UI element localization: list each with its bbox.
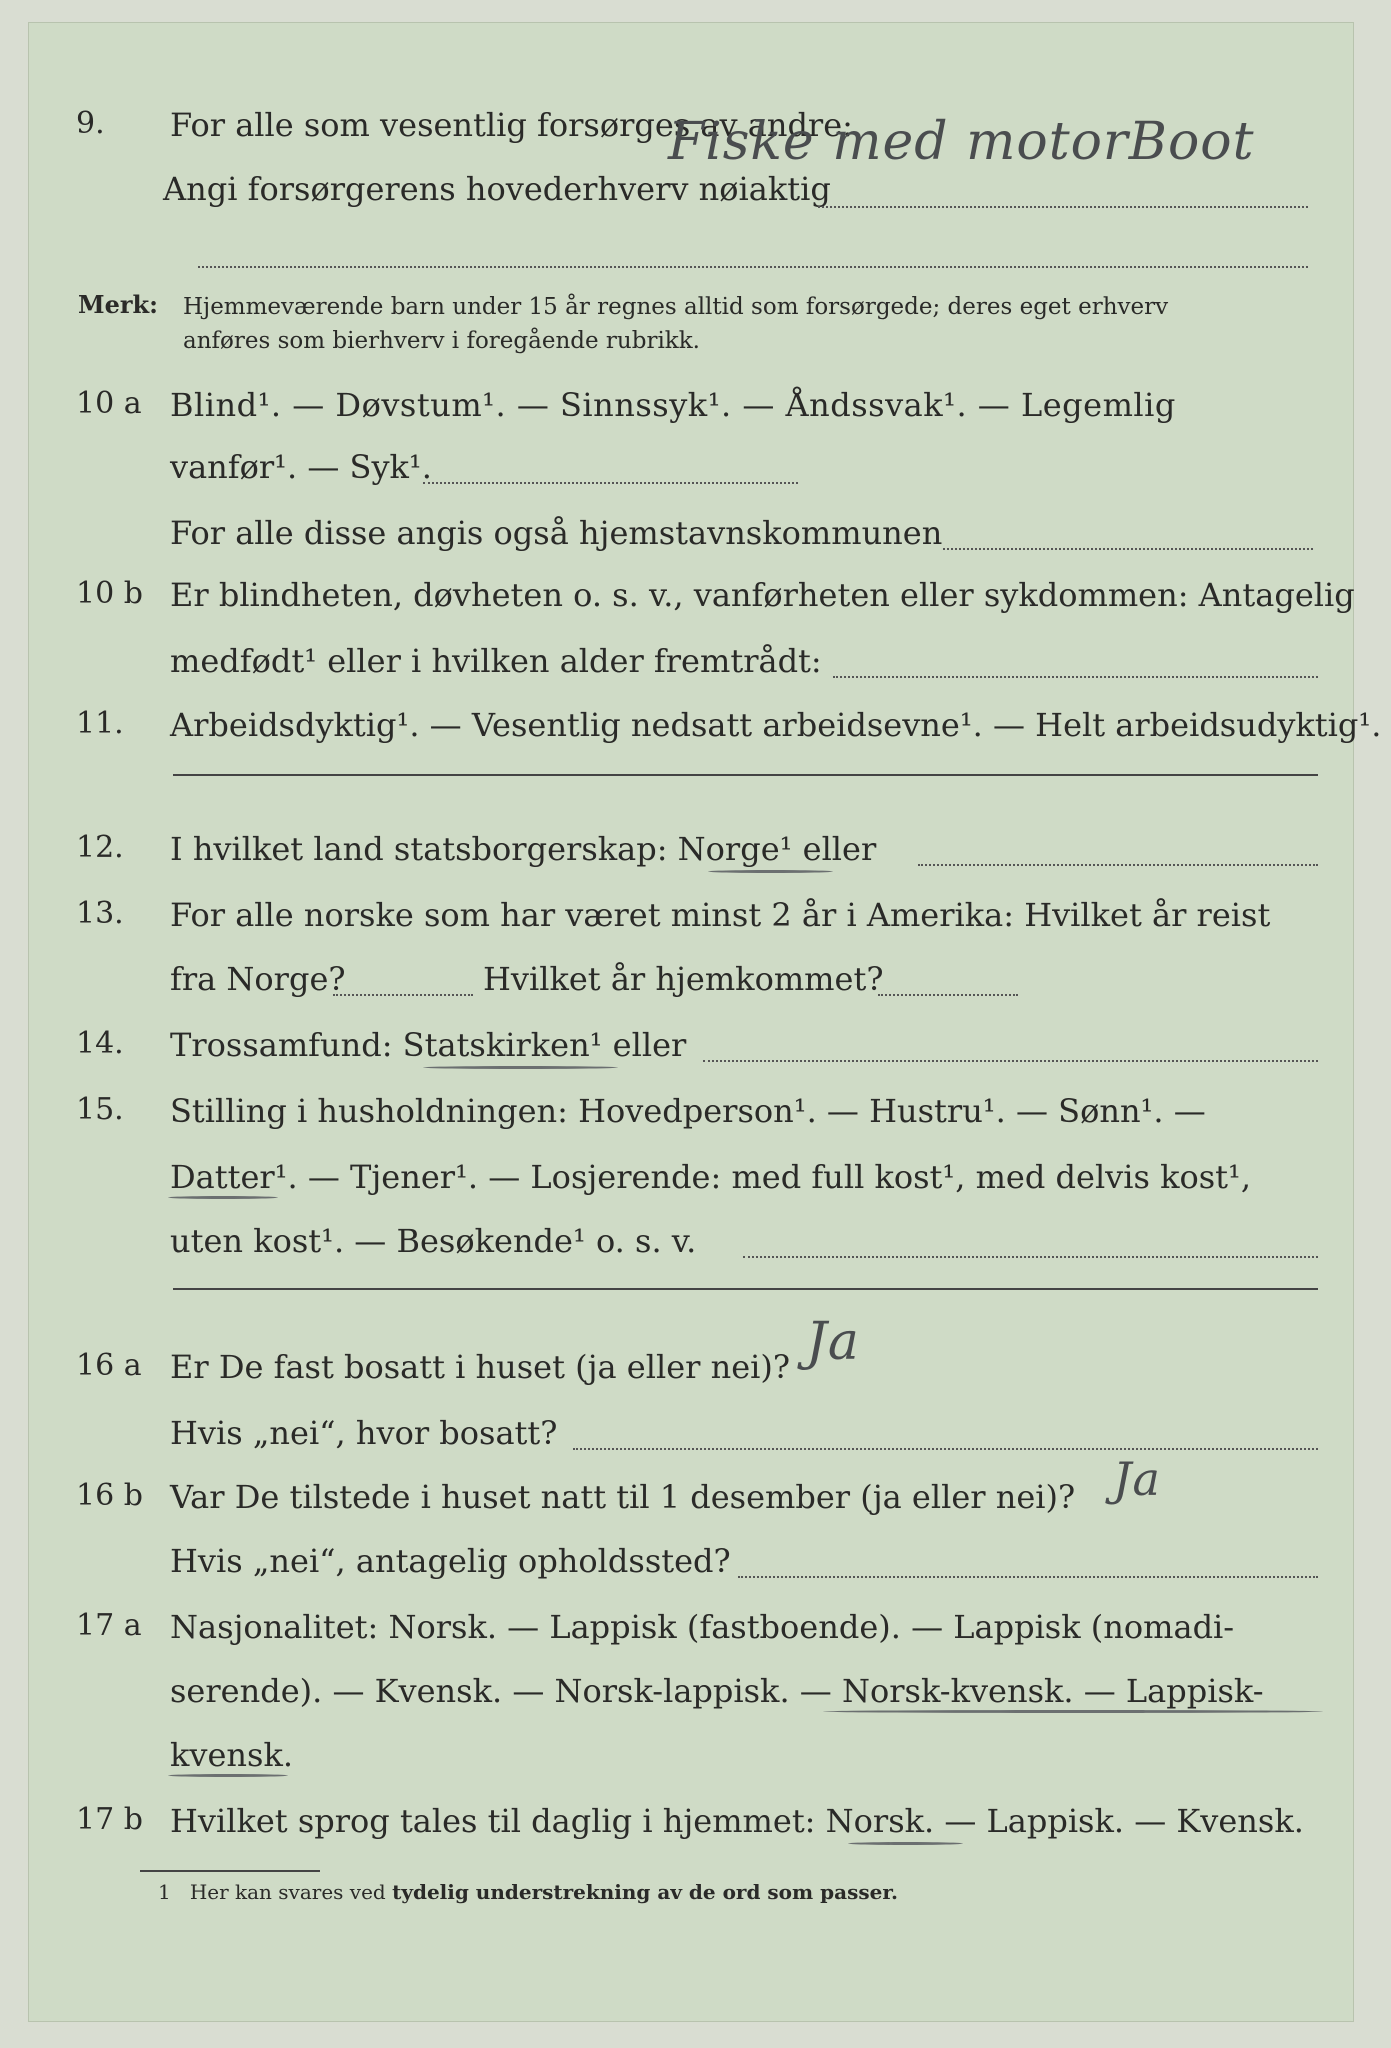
- handwritten-underline-norsk: [848, 1842, 963, 1845]
- answer-line[interactable]: [918, 864, 1318, 866]
- answer-line[interactable]: [833, 676, 1318, 678]
- handwritten-underline-kvensk: [168, 1774, 288, 1777]
- question-number: 17 b: [76, 1802, 143, 1837]
- answer-line[interactable]: [333, 994, 473, 996]
- question-number: 10 a: [76, 386, 142, 421]
- answer-line[interactable]: [818, 206, 1308, 208]
- question-10b-row-2: [28, 634, 1354, 686]
- question-15-row-2: [28, 1150, 1354, 1202]
- question-text: Stilling i husholdningen: Hovedperson¹. — Hustru¹. — Sønn¹. —: [170, 1092, 1206, 1130]
- question-number: 15.: [76, 1092, 124, 1127]
- answer-line[interactable]: [703, 1060, 1318, 1062]
- footnote-text-bold: tydelig understrekning av de ord som passer.: [392, 1880, 898, 1904]
- answer-line[interactable]: [423, 482, 798, 484]
- question-11-row: [28, 698, 1382, 750]
- question-text: vanfør¹. — Syk¹.: [170, 448, 432, 486]
- handwritten-underline-datter: [168, 1196, 278, 1199]
- question-text: Blind¹. — Døvstum¹. — Sinnssyk¹. — Åndssvak¹. — Legemlig: [170, 386, 1176, 424]
- answer-line[interactable]: [573, 1448, 1318, 1450]
- footnote: [158, 1880, 898, 1904]
- handwritten-answer-ja: Ja: [1113, 1452, 1161, 1506]
- question-text: I hvilket land statsborgerskap: Norge¹ eller: [170, 830, 877, 868]
- question-17a-row-2: [28, 1664, 1354, 1716]
- answer-line[interactable]: [743, 1256, 1318, 1258]
- footnote-mark: 1: [158, 1880, 171, 1904]
- question-text: Nasjonalitet: Norsk. — Lappisk (fastboende). — Lappisk (nomadi-: [170, 1608, 1235, 1646]
- question-17a-row: [28, 1600, 1354, 1652]
- question-text: Hvilket år hjemkommet?: [483, 960, 884, 998]
- question-13-row: [28, 888, 1354, 940]
- question-text: kvensk.: [170, 1736, 293, 1774]
- question-text: fra Norge?: [170, 960, 346, 998]
- question-number: 16 b: [76, 1478, 143, 1513]
- question-16a-row-2: [28, 1406, 1354, 1458]
- question-number: 9.: [76, 106, 105, 141]
- question-number: 14.: [76, 1026, 124, 1061]
- question-text: Er blindheten, døvheten o. s. v., vanførheten eller sykdommen: Antagelig: [170, 576, 1355, 614]
- question-number: 16 a: [76, 1348, 142, 1383]
- note-text: [183, 290, 1168, 358]
- question-text: Datter¹. — Tjener¹. — Losjerende: med full kost¹, med delvis kost¹,: [170, 1158, 1252, 1196]
- question-text: Hvis „nei“, antagelig opholdssted?: [170, 1542, 731, 1580]
- question-text: For alle som vesentlig forsørges av andre:: [170, 106, 853, 144]
- question-17b-row: [28, 1794, 1354, 1846]
- handwritten-underline-statskirken: [423, 1066, 618, 1069]
- question-10b-row: [28, 568, 1354, 620]
- question-number: 13.: [76, 896, 124, 931]
- separator-line: [683, 774, 1318, 776]
- census-form-sheet: [28, 22, 1382, 2022]
- answer-line[interactable]: [738, 1576, 1318, 1578]
- question-17a-row-3: [28, 1728, 1354, 1780]
- question-text: Arbeidsdyktig¹. — Vesentlig nedsatt arbeidsevne¹. — Helt arbeidsudyktig¹.: [170, 706, 1382, 744]
- question-text: Trossamfund: Statskirken¹ eller: [170, 1026, 687, 1064]
- question-text: Var De tilstede i huset natt til 1 desember (ja eller nei)?: [170, 1478, 1076, 1516]
- question-number: 11.: [76, 706, 124, 741]
- question-15-row: [28, 1084, 1354, 1136]
- question-text: uten kost¹. — Besøkende¹ o. s. v.: [170, 1222, 697, 1260]
- footnote-text: Her kan svares ved: [189, 1880, 393, 1904]
- question-10a-row-3: [28, 506, 1354, 558]
- question-text: medfødt¹ eller i hvilken alder fremtrådt:: [170, 642, 822, 680]
- question-text: For alle disse angis også hjemstavnskommunen: [170, 514, 943, 552]
- answer-line[interactable]: [943, 548, 1313, 550]
- question-10a-row-2: [28, 440, 1354, 492]
- question-12-row: [28, 822, 1354, 874]
- separator-line: [173, 1288, 1318, 1290]
- question-text: Hvis „nei“, hvor bosatt?: [170, 1414, 558, 1452]
- handwritten-underline-norsk-kvensk: [823, 1710, 1323, 1713]
- handwritten-answer-ja: Ja: [806, 1312, 860, 1372]
- note-label: Merk:: [78, 290, 158, 319]
- question-text: serende). — Kvensk. — Norsk-lappisk. — Norsk-kvensk. — Lappisk-: [170, 1672, 1264, 1710]
- handwritten-underline-norge: [708, 870, 833, 873]
- question-13-row-2: [28, 952, 1354, 1004]
- question-text: For alle norske som har været minst 2 år i Amerika: Hvilket år reist: [170, 896, 1271, 934]
- question-text: Hvilket sprog tales til daglig i hjemmet: Norsk. — Lappisk. — Kvensk.: [170, 1802, 1304, 1840]
- question-16a-row: [28, 1340, 1354, 1392]
- question-number: 12.: [76, 830, 124, 865]
- note-line: anføres som bierhverv i foregående rubrikk.: [183, 328, 700, 354]
- question-14-row: [28, 1018, 1354, 1070]
- answer-line[interactable]: [198, 266, 1308, 268]
- note-row: [28, 284, 1354, 364]
- question-number: 17 a: [76, 1608, 142, 1643]
- question-15-row-3: [28, 1214, 1354, 1266]
- question-number: 10 b: [76, 576, 143, 611]
- handwritten-answer-occupation: Fiske med motorBoot: [668, 112, 1255, 172]
- question-16b-row-2: [28, 1534, 1354, 1586]
- question-text: Er De fast bosatt i huset (ja eller nei)?: [170, 1348, 791, 1386]
- question-10a-row: [28, 378, 1354, 430]
- note-line: Hjemmeværende barn under 15 år regnes alltid som forsørgede; deres eget erhverv: [183, 294, 1169, 320]
- answer-line[interactable]: [878, 994, 1018, 996]
- separator-line: [173, 774, 683, 776]
- footnote-rule: [140, 1870, 320, 1872]
- question-text: Angi forsørgerens hovederhverv nøiaktig: [163, 170, 831, 208]
